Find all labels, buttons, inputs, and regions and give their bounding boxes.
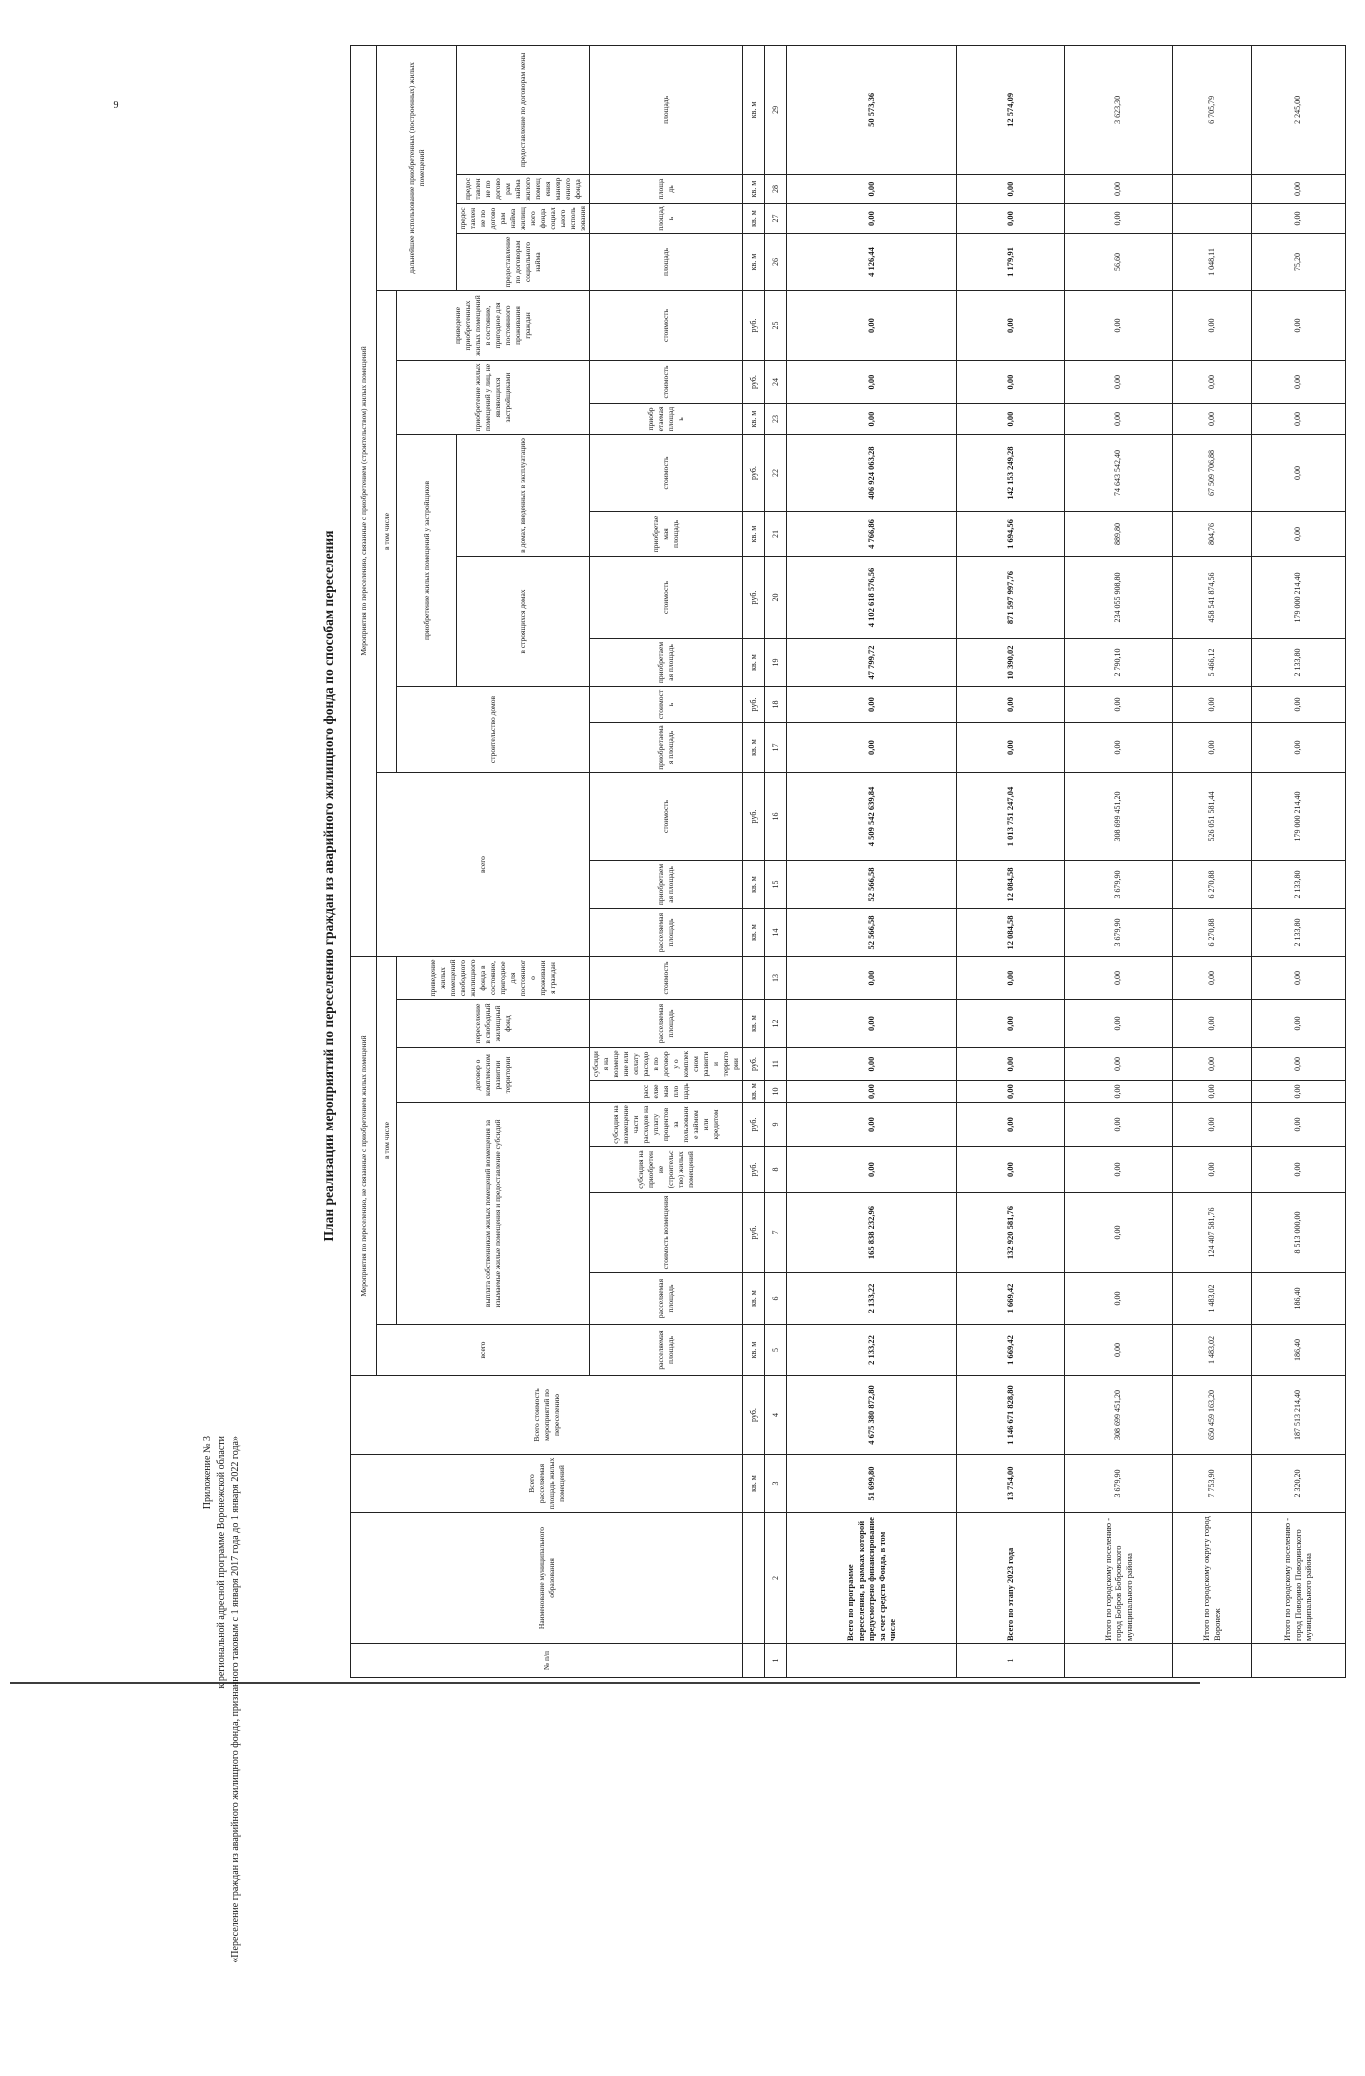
sub-19: приобретаемая площадь [590, 639, 743, 687]
table-cell: 0,00 [1064, 1081, 1172, 1103]
sub-9: субсидия на возмещение части расходов на уплату процентов за пользование займом или кредитом [590, 1103, 743, 1147]
unit-6: кв. м [743, 1273, 765, 1325]
header-priobretenie: приобретение жилых помещений у застройщиков [397, 435, 457, 687]
table-cell: 4 509 542 639,84 [787, 773, 957, 861]
table-cell: 2 320,20 [1251, 1455, 1345, 1513]
unit-8: руб. [743, 1147, 765, 1193]
sub-27: площадь [590, 204, 743, 234]
unit-16: руб. [743, 773, 765, 861]
table-cell: 10 390,02 [956, 639, 1064, 687]
table-cell: 1 179,91 [956, 234, 1064, 291]
table-cell: 0,00 [1172, 1048, 1251, 1081]
table-cell: 165 838 232,96 [787, 1193, 957, 1273]
table-row [1172, 45, 1251, 1677]
table-cell: 1 694,56 [956, 512, 1064, 557]
table-cell: 804,76 [1172, 512, 1251, 557]
sub-5: расселяемая площадь [590, 1325, 743, 1376]
appendix-line-2: к региональной адресной программе Воронежской области [216, 1436, 227, 1689]
table-cell: 234 055 908,80 [1064, 557, 1172, 639]
table-cell: 0,00 [1251, 957, 1345, 1000]
column-number-cell: 26 [765, 234, 787, 291]
unit-22: руб. [743, 435, 765, 512]
table-cell: 47 799,72 [787, 639, 957, 687]
resettlement-plan-table [350, 45, 1346, 1678]
row-name: Всего по программе переселения, в рамках которой предусмотрено финансирование за счет средств Фонда, в том числе [787, 1513, 957, 1644]
column-number-cell: 20 [765, 557, 787, 639]
header-b-vsego: всего [377, 773, 590, 957]
table-cell: 3 679,90 [1064, 1455, 1172, 1513]
table-row [1251, 45, 1345, 1677]
table-cell: 4 675 380 872,80 [787, 1376, 957, 1455]
table-cell: 0,00 [787, 175, 957, 204]
table-cell: 8 513 000,00 [1251, 1193, 1345, 1273]
table-cell: 12 574,09 [956, 45, 1064, 174]
table-data-body [787, 45, 1346, 1677]
document-title: План реализации мероприятий по переселению граждан из аварийного жилищного фонда по способам переселения [321, 530, 336, 1242]
column-number-cell: 5 [765, 1325, 787, 1376]
table-cell: 0,00 [1064, 291, 1172, 361]
table-cell: 1 483,02 [1172, 1273, 1251, 1325]
table-cell: 0,00 [1251, 512, 1345, 557]
column-number-cell: 11 [765, 1048, 787, 1081]
table-cell: 4 102 618 576,56 [787, 557, 957, 639]
table-cell: 0,00 [1064, 1193, 1172, 1273]
table-cell: 1 048,11 [1172, 234, 1251, 291]
column-number-cell: 24 [765, 361, 787, 404]
table-cell: 6 270,88 [1172, 909, 1251, 957]
unit-4: руб. [743, 1376, 765, 1455]
table-cell: 0,00 [956, 291, 1064, 361]
table-cell: 0,00 [956, 1048, 1064, 1081]
table-cell: 0,00 [787, 204, 957, 234]
table-cell: 12 084,58 [956, 909, 1064, 957]
table-cell: 187 513 214,40 [1251, 1376, 1345, 1455]
column-number-cell: 13 [765, 957, 787, 1000]
unit-15: кв. м [743, 861, 765, 909]
appendix-line-1: Приложение № 3 [202, 1436, 213, 1510]
sub-14: расселяемая площадь [590, 909, 743, 957]
column-number-cell: 3 [765, 1455, 787, 1513]
header-d-kommerch: предоставление по договорам найма жилищного фонда социального использования [457, 204, 590, 234]
unit-27: кв. м [743, 204, 765, 234]
table-cell: 0,00 [956, 1000, 1064, 1048]
table-cell: 3 679,90 [1064, 861, 1172, 909]
table-cell: 0,00 [1172, 687, 1251, 723]
sub-24: стоимость [590, 361, 743, 404]
column-number-cell: 7 [765, 1193, 787, 1273]
header-d-mena: предоставление по договорам мены [457, 45, 590, 174]
unit-5: кв. м [743, 1325, 765, 1376]
table-cell: 0,00 [956, 723, 1064, 773]
table-cell: 0,00 [1064, 204, 1172, 234]
row-number [1064, 1644, 1172, 1678]
unit-9: руб. [743, 1103, 765, 1147]
unit-10: кв. м [743, 1081, 765, 1103]
sub-22: стоимость [590, 435, 743, 512]
table-cell: 0,00 [787, 1000, 957, 1048]
header-group-a: Мероприятия по переселению, не связанные с приобретением жилых помещений [351, 957, 377, 1376]
column-number-cell: 28 [765, 175, 787, 204]
table-cell: 0,00 [1064, 1273, 1172, 1325]
table-cell: 0,00 [956, 175, 1064, 204]
column-number-row [765, 45, 787, 1677]
table-cell: 0,00 [1064, 361, 1172, 404]
unit-20: руб. [743, 557, 765, 639]
column-number-cell: 19 [765, 639, 787, 687]
table-cell: 0,00 [1064, 1325, 1172, 1376]
header-privedenie-priobr: приведение приобретенных жилых помещений в состояние, пригодное для постоянного проживания граждан [397, 291, 590, 361]
table-cell: 0,00 [1064, 723, 1172, 773]
table-cell: 889,80 [1064, 512, 1172, 557]
table-cell [1172, 175, 1251, 204]
table-cell: 0,00 [1251, 435, 1345, 512]
table-cell: 0,00 [1172, 291, 1251, 361]
unit-11: руб. [743, 1048, 765, 1081]
column-number-cell: 16 [765, 773, 787, 861]
sub-17: приобретаемая площадь [590, 723, 743, 773]
table-cell: 67 509 706,88 [1172, 435, 1251, 512]
table-cell: 142 153 249,28 [956, 435, 1064, 512]
table-cell: 0,00 [1064, 687, 1172, 723]
page-number: 9 [113, 100, 119, 111]
column-number-cell: 9 [765, 1103, 787, 1147]
table-cell: 0,00 [1172, 1147, 1251, 1193]
rotated-document-page [165, 0, 1365, 1963]
column-number-cell: 17 [765, 723, 787, 773]
row-name: Итого по городскому поселению - город Бобров Бобровского муниципального района [1064, 1513, 1172, 1644]
sub-15: приобретаемая площадь [590, 861, 743, 909]
header-stroitelstvo: строительство домов [397, 687, 590, 773]
row-name: Всего по этапу 2023 года [956, 1513, 1064, 1644]
table-cell: 0,00 [956, 1081, 1064, 1103]
table-cell: 0,00 [1064, 1048, 1172, 1081]
column-number-cell: 8 [765, 1147, 787, 1193]
unit-14: кв. м [743, 909, 765, 957]
table-cell: 308 699 451,20 [1064, 1376, 1172, 1455]
column-number-cell: 12 [765, 1000, 787, 1048]
table-cell: 0,00 [956, 687, 1064, 723]
table-cell: 406 924 063,28 [787, 435, 957, 512]
unit-18: руб. [743, 687, 765, 723]
sub-23: приобретаемая площадь [590, 404, 743, 435]
column-number-cell: 4 [765, 1376, 787, 1455]
column-number-cell: 2 [765, 1513, 787, 1644]
table-cell: 0,00 [1251, 204, 1345, 234]
table-cell: 0,00 [956, 361, 1064, 404]
table-cell: 6 705,79 [1172, 45, 1251, 174]
row-number: 1 [956, 1644, 1064, 1678]
table-cell: 308 699 451,20 [1064, 773, 1172, 861]
table-cell: 2 790,10 [1064, 639, 1172, 687]
table-cell: 179 000 214,40 [1251, 557, 1345, 639]
table-cell: 871 597 997,76 [956, 557, 1064, 639]
table-cell: 124 407 581,76 [1172, 1193, 1251, 1273]
table-cell: 0,00 [1251, 1000, 1345, 1048]
column-number-cell: 6 [765, 1273, 787, 1325]
table-cell: 0,00 [787, 361, 957, 404]
unit-12: кв. м [743, 1000, 765, 1048]
table-cell: 0,00 [956, 1147, 1064, 1193]
table-cell: 1 669,42 [956, 1325, 1064, 1376]
row-number [787, 1644, 957, 1678]
table-cell: 6 270,88 [1172, 861, 1251, 909]
table-cell: 0,00 [1251, 723, 1345, 773]
table-cell: 0,00 [1064, 404, 1172, 435]
unit-3: кв. м [743, 1455, 765, 1513]
table-cell: 0,00 [1251, 1147, 1345, 1193]
table-cell: 1 483,02 [1172, 1325, 1251, 1376]
table-cell: 0,00 [787, 1103, 957, 1147]
header-group-b: Мероприятия по переселению, связанные с приобретением (строительством) жилых помещений [351, 45, 377, 956]
table-cell: 0,00 [1172, 957, 1251, 1000]
unit-19: кв. м [743, 639, 765, 687]
header-row-1 [351, 45, 377, 1677]
header-a-vsego: всего [377, 1325, 590, 1376]
sub-10: расселяемая площадь [590, 1081, 743, 1103]
column-number-cell: 25 [765, 291, 787, 361]
table-cell: 186,40 [1251, 1325, 1345, 1376]
table-cell: 0,00 [1064, 957, 1172, 1000]
table-cell: 0,00 [1251, 687, 1345, 723]
table-cell: 179 000 214,40 [1251, 773, 1345, 861]
table-cell: 0,00 [1251, 175, 1345, 204]
header-total-cost: Всего стоимость мероприятий по переселению [351, 1376, 743, 1455]
header-v-stroyaschihsya: в строящихся домах [457, 557, 590, 687]
header-name: Наименование муниципального образования [351, 1513, 743, 1644]
table-cell: 0,00 [787, 687, 957, 723]
table-cell: 2 245,00 [1251, 45, 1345, 174]
sub-26: площадь [590, 234, 743, 291]
sub-18: стоимость [590, 687, 743, 723]
table-row [1064, 45, 1172, 1677]
table-cell: 2 133,80 [1251, 909, 1345, 957]
table-cell: 0,00 [1064, 1147, 1172, 1193]
table-cell: 2 133,80 [1251, 861, 1345, 909]
column-number-cell: 29 [765, 45, 787, 174]
row-name: Итого по городскому поселению - город Поворино Поворинского муниципального района [1251, 1513, 1345, 1644]
table-cell: 52 566,58 [787, 861, 957, 909]
appendix-header [201, 1436, 243, 2076]
header-d-najm: предоставление по договорам найма жилого помещения маневренного фонда [457, 175, 590, 204]
table-row [956, 45, 1064, 1677]
table-cell: 0,00 [1251, 404, 1345, 435]
table-cell: 1 013 751 247,04 [956, 773, 1064, 861]
table-cell: 52 566,58 [787, 909, 957, 957]
table-cell: 0,00 [1172, 361, 1251, 404]
unit-7: руб. [743, 1193, 765, 1273]
sub-28: площадь [590, 175, 743, 204]
table-cell: 74 643 542,40 [1064, 435, 1172, 512]
table-cell: 50 573,36 [787, 45, 957, 174]
unit-25: руб. [743, 291, 765, 361]
units-row [743, 45, 765, 1677]
table-cell: 3 623,30 [1064, 45, 1172, 174]
table-cell: 2 133,80 [1251, 639, 1345, 687]
table-cell: 0,00 [787, 1048, 957, 1081]
table-cell: 0,00 [1064, 1000, 1172, 1048]
header-num: № п/п [351, 1644, 743, 1678]
table-cell: 0,00 [787, 1081, 957, 1103]
table-cell: 0,00 [1251, 361, 1345, 404]
table-cell: 132 920 581,76 [956, 1193, 1064, 1273]
table-cell: 7 753,90 [1172, 1455, 1251, 1513]
table-cell: 0,00 [1064, 175, 1172, 204]
table-cell: 0,00 [1172, 404, 1251, 435]
column-number-cell: 22 [765, 435, 787, 512]
sub-20: стоимость [590, 557, 743, 639]
header-privedenie-svob: приведение жилых помещений свободного жилищного фонда в состояние, пригодное для постоянного проживания граждан [397, 957, 590, 1000]
header-v-vvedennyh: в домах, введенных в эксплуатацию [457, 435, 590, 557]
column-number-cell: 18 [765, 687, 787, 723]
table-cell: 650 459 163,20 [1172, 1376, 1251, 1455]
header-u-ne-zastr: приобретение жилых помещений у лиц, не являющихся застройщиками [397, 361, 590, 435]
table-cell: 1 669,42 [956, 1273, 1064, 1325]
table-cell: 0,00 [956, 404, 1064, 435]
table-cell: 4 766,86 [787, 512, 957, 557]
table-cell: 2 133,22 [787, 1325, 957, 1376]
unit-23: кв. м [743, 404, 765, 435]
table-cell: 51 699,80 [787, 1455, 957, 1513]
header-pereselenie-svob: переселение в свободный жилищный фонд [397, 1000, 590, 1048]
table-cell: 1 146 671 828,80 [956, 1376, 1064, 1455]
column-number-cell: 27 [765, 204, 787, 234]
table-cell: 0,00 [1251, 291, 1345, 361]
unit-26: кв. м [743, 234, 765, 291]
sub-11: субсидия на возмещение или оплату расходов по договору о комплексном развитии территории [590, 1048, 743, 1081]
table-cell: 0,00 [787, 404, 957, 435]
header-compensation: выплата собственникам жилых помещений возмещения за изымаемые жилые помещения и предоставление субсидий [397, 1103, 590, 1325]
row-name: Итого по городскому округу город Воронеж [1172, 1513, 1251, 1644]
sub-12: расселяемая площадь [590, 1000, 743, 1048]
column-number-cell: 1 [765, 1644, 787, 1678]
sub-21: приобретаемая площадь [590, 512, 743, 557]
table-cell: 12 084,58 [956, 861, 1064, 909]
table-cell: 526 051 581,44 [1172, 773, 1251, 861]
sub-13: стоимость [590, 957, 743, 1000]
table-cell: 75,20 [1251, 234, 1345, 291]
table-cell: 0,00 [1251, 1103, 1345, 1147]
sub-16: стоимость [590, 773, 743, 861]
table-cell: 4 126,44 [787, 234, 957, 291]
sub-7: стоимость возмещения [590, 1193, 743, 1273]
table-cell: 0,00 [1172, 1081, 1251, 1103]
sub-6: расселяемая площадь [590, 1273, 743, 1325]
table-cell: 0,00 [1172, 1000, 1251, 1048]
table-cell: 5 466,12 [1172, 639, 1251, 687]
unit-21: кв. м [743, 512, 765, 557]
table-cell: 0,00 [787, 291, 957, 361]
header-total-area: Всего расселяемая площадь жилых помещений [351, 1455, 743, 1513]
table-cell: 0,00 [1172, 1103, 1251, 1147]
table-cell: 0,00 [787, 957, 957, 1000]
table-cell: 0,00 [787, 723, 957, 773]
sub-29: площадь [590, 45, 743, 174]
header-d-social: предоставление по договорам социального найма [457, 234, 590, 291]
column-number-cell: 15 [765, 861, 787, 909]
table-cell: 458 541 874,56 [1172, 557, 1251, 639]
column-number-cell: 23 [765, 404, 787, 435]
table-cell: 3 679,90 [1064, 909, 1172, 957]
table-cell: 0,00 [1251, 1081, 1345, 1103]
table-cell: 13 754,00 [956, 1455, 1064, 1513]
header-a-in-that: в том числе [377, 957, 397, 1325]
table-cell: 0,00 [1172, 723, 1251, 773]
column-number-cell: 10 [765, 1081, 787, 1103]
table-cell: 0,00 [1251, 1048, 1345, 1081]
column-number-cell: 14 [765, 909, 787, 957]
table-cell: 0,00 [1064, 1103, 1172, 1147]
column-number-cell: 21 [765, 512, 787, 557]
table-cell: 56,60 [1064, 234, 1172, 291]
header-dogovor: договор о комплексном развитии территории [397, 1048, 590, 1103]
sub-8: субсидия на приобретение (строительство) жилых помещений [590, 1147, 743, 1193]
unit-17: кв. м [743, 723, 765, 773]
sub-25: стоимость [590, 291, 743, 361]
unit-29: кв. м [743, 45, 765, 174]
header-b-in-that: в том числе [377, 291, 397, 773]
header-dalneyshee: дальнейшее использование приобретенных (построенных) жилых помещений [377, 45, 457, 290]
table-cell: 0,00 [787, 1147, 957, 1193]
table-cell: 0,00 [956, 1103, 1064, 1147]
appendix-line-3: «Переселение граждан из аварийного жилищного фонда, признанного таковым с 1 января 2017 года до 1 января 2022 года» [230, 1436, 241, 1963]
row-number [1251, 1644, 1345, 1678]
row-number [1172, 1644, 1251, 1678]
unit-24: руб. [743, 361, 765, 404]
table-cell: 2 133,22 [787, 1273, 957, 1325]
table-cell [1172, 204, 1251, 234]
table-cell: 186,40 [1251, 1273, 1345, 1325]
unit-28: кв. м [743, 175, 765, 204]
table-cell: 0,00 [956, 204, 1064, 234]
table-cell: 0,00 [956, 957, 1064, 1000]
table-row [787, 45, 957, 1677]
